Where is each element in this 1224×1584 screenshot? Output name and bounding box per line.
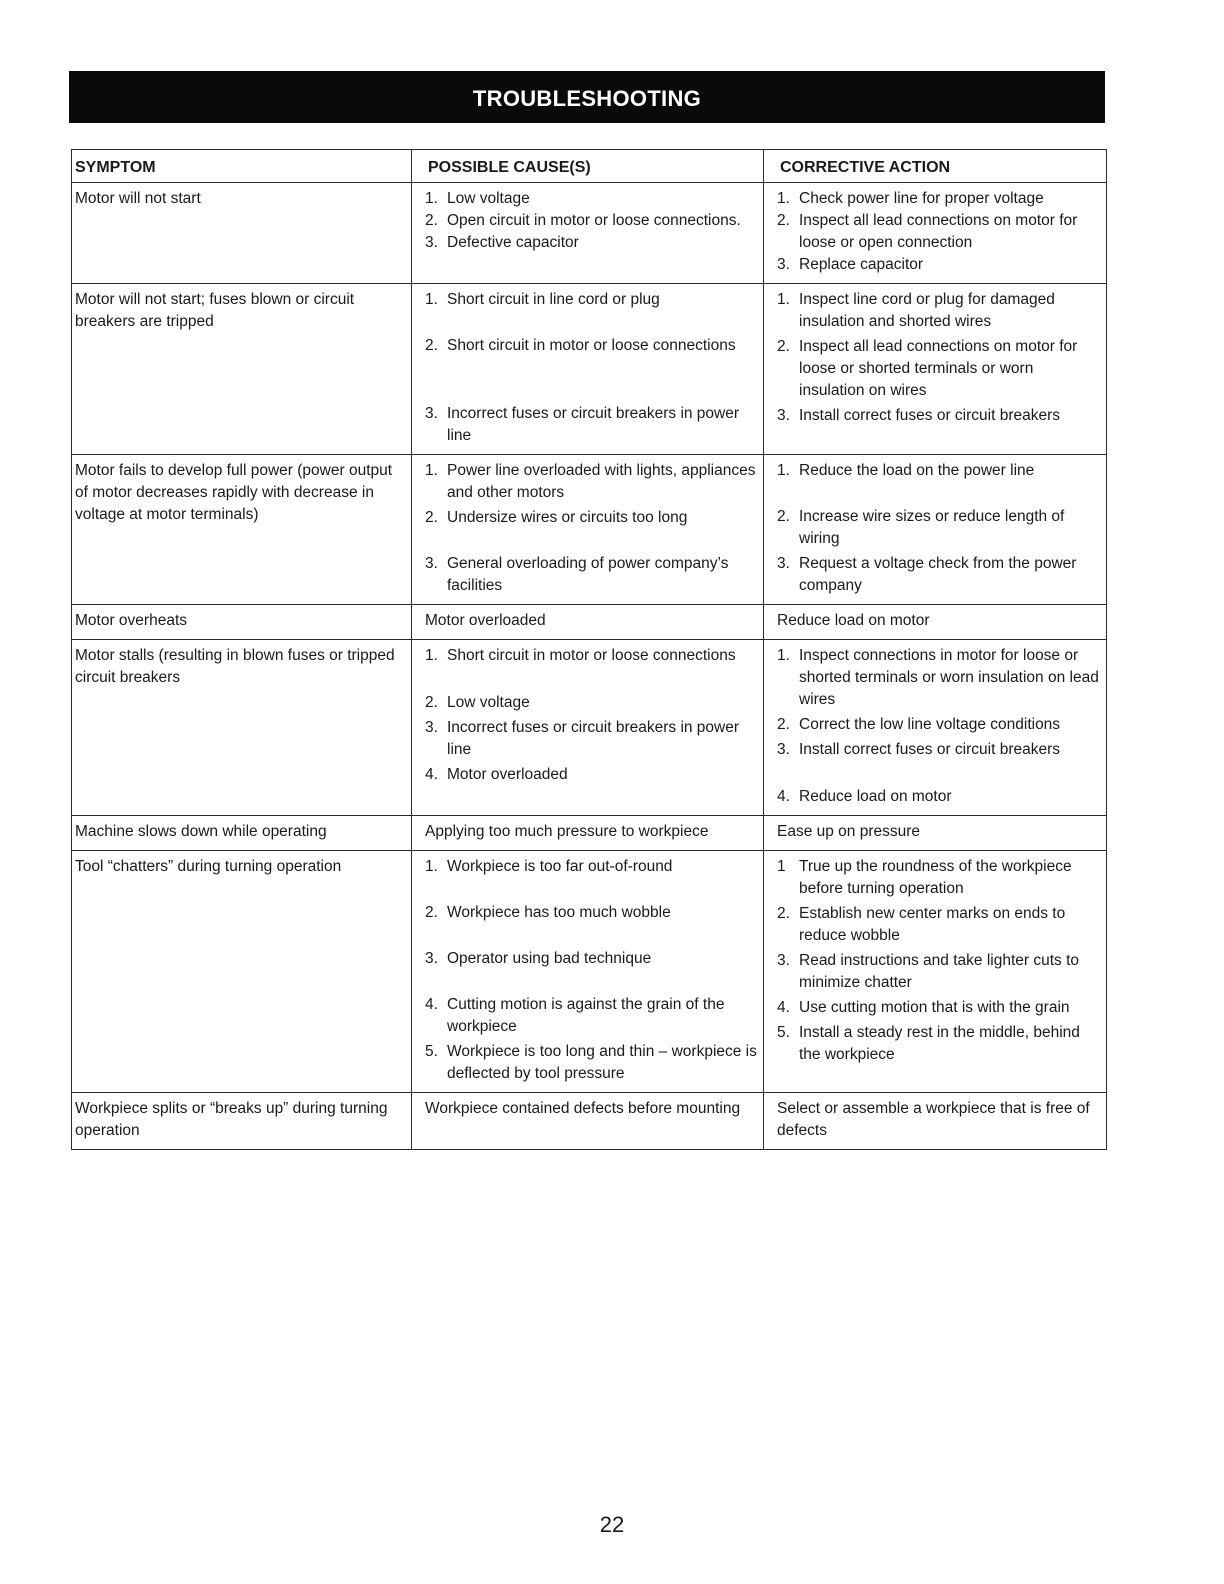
symptom-cell: Motor will not start xyxy=(72,183,412,284)
cause-item: 2. Low voltage xyxy=(425,694,530,711)
actions-cell: Select or assemble a workpiece that is free of defects xyxy=(764,1093,1107,1150)
symptom-cell: Motor will not start; fuses blown or circuit breakers are tripped xyxy=(72,284,412,455)
table-row xyxy=(72,816,1107,851)
symptom-cell: Motor overheats xyxy=(72,605,412,640)
cause-item: 4. Cutting motion is against the grain of the workpiece xyxy=(425,996,725,1035)
troubleshooting-table xyxy=(71,149,1107,1150)
action-item: 2. Inspect all lead connections on motor for loose or open connection xyxy=(777,212,1078,251)
causes-cell xyxy=(412,640,764,816)
action-item: 4. Reduce load on motor xyxy=(777,788,952,805)
action-item: 1. Inspect connections in motor for loose or shorted terminals or worn insulation on lead wires xyxy=(777,647,1099,708)
action-item: 2. Inspect all lead connections on motor for loose or shorted terminals or worn insulation on wires xyxy=(777,338,1078,399)
actions-cell: Ease up on pressure xyxy=(764,816,1107,851)
causes-cell: Applying too much pressure to workpiece xyxy=(412,816,764,851)
symptom-cell: Motor stalls (resulting in blown fuses or tripped circuit breakers xyxy=(72,640,412,816)
actions-cell xyxy=(764,851,1107,1093)
actions-cell xyxy=(764,640,1107,816)
action-item: 1. Inspect line cord or plug for damaged insulation and shorted wires xyxy=(777,291,1055,330)
action-item: 3. Install correct fuses or circuit breakers xyxy=(777,407,1061,424)
causes-cell xyxy=(412,455,764,605)
action-item: 3. Request a voltage check from the power company xyxy=(777,555,1077,594)
action-item: 2. Establish new center marks on ends to reduce wobble xyxy=(777,905,1066,944)
table-row xyxy=(72,605,1107,640)
action-item: 1 True up the roundness of the workpiece before turning operation xyxy=(777,858,1072,897)
causes-cell xyxy=(412,851,764,1093)
cause-item: 4. Motor overloaded xyxy=(425,766,568,783)
section-banner: TROUBLESHOOTING xyxy=(69,71,1105,123)
cause-item: 3. Operator using bad technique xyxy=(425,950,652,967)
symptom-cell: Machine slows down while operating xyxy=(72,816,412,851)
table-row xyxy=(72,640,1107,816)
action-item: 1. Reduce the load on the power line xyxy=(777,462,1035,479)
table-row xyxy=(72,1093,1107,1150)
action-item: 1. Check power line for proper voltage xyxy=(777,190,1044,207)
header-corrective-action: CORRECTIVE ACTION xyxy=(764,150,1107,183)
table-row xyxy=(72,183,1107,284)
cause-item: 2. Short circuit in motor or loose connections xyxy=(425,337,736,354)
cause-item: 1. Workpiece is too far out-of-round xyxy=(425,858,673,875)
header-symptom: SYMPTOM xyxy=(72,150,412,183)
action-item: 4. Use cutting motion that is with the grain xyxy=(777,999,1070,1016)
cause-item: 3. Incorrect fuses or circuit breakers in power line xyxy=(425,405,740,444)
actions-cell xyxy=(764,183,1107,284)
cause-item: 1. Power line overloaded with lights, appliances and other motors xyxy=(425,462,756,501)
actions-cell xyxy=(764,284,1107,455)
cause-item: 2. Undersize wires or circuits too long xyxy=(425,509,688,526)
action-item: 2. Increase wire sizes or reduce length of wiring xyxy=(777,508,1065,547)
header-possible-causes: POSSIBLE CAUSE(S) xyxy=(412,150,764,183)
causes-cell: Workpiece contained defects before mounting xyxy=(412,1093,764,1150)
table-row xyxy=(72,455,1107,605)
causes-cell xyxy=(412,183,764,284)
cause-item: 3. Incorrect fuses or circuit breakers in power line xyxy=(425,719,740,758)
table-row xyxy=(72,284,1107,455)
cause-item: 2. Open circuit in motor or loose connections. xyxy=(425,212,741,229)
symptom-cell: Motor fails to develop full power (power output of motor decreases rapidly with decrease in voltage at motor terminals) xyxy=(72,455,412,605)
header-row xyxy=(72,150,1107,183)
action-item: 5. Install a steady rest in the middle, behind the workpiece xyxy=(777,1024,1080,1063)
action-item: 3. Replace capacitor xyxy=(777,256,924,273)
causes-cell: Motor overloaded xyxy=(412,605,764,640)
action-item: 3. Read instructions and take lighter cuts to minimize chatter xyxy=(777,952,1080,991)
page-number: 22 xyxy=(599,1512,625,1537)
cause-item: 5. Workpiece is too long and thin – workpiece is deflected by tool pressure xyxy=(425,1043,757,1082)
cause-item: 2. Workpiece has too much wobble xyxy=(425,904,671,921)
cause-item: 3. Defective capacitor xyxy=(425,234,579,251)
symptom-cell: Tool “chatters” during turning operation xyxy=(72,851,412,1093)
cause-item: 1. Short circuit in line cord or plug xyxy=(425,291,660,308)
cause-item: 1. Low voltage xyxy=(425,190,530,207)
cause-item: 1. Short circuit in motor or loose connections xyxy=(425,647,736,664)
action-item: 3. Install correct fuses or circuit breakers xyxy=(777,741,1061,758)
action-item: 2. Correct the low line voltage conditions xyxy=(777,716,1061,733)
actions-cell xyxy=(764,455,1107,605)
cause-item: 3. General overloading of power company’s facilities xyxy=(425,555,729,594)
causes-cell xyxy=(412,284,764,455)
actions-cell: Reduce load on motor xyxy=(764,605,1107,640)
symptom-cell: Workpiece splits or “breaks up” during turning operation xyxy=(72,1093,412,1150)
table-row xyxy=(72,851,1107,1093)
